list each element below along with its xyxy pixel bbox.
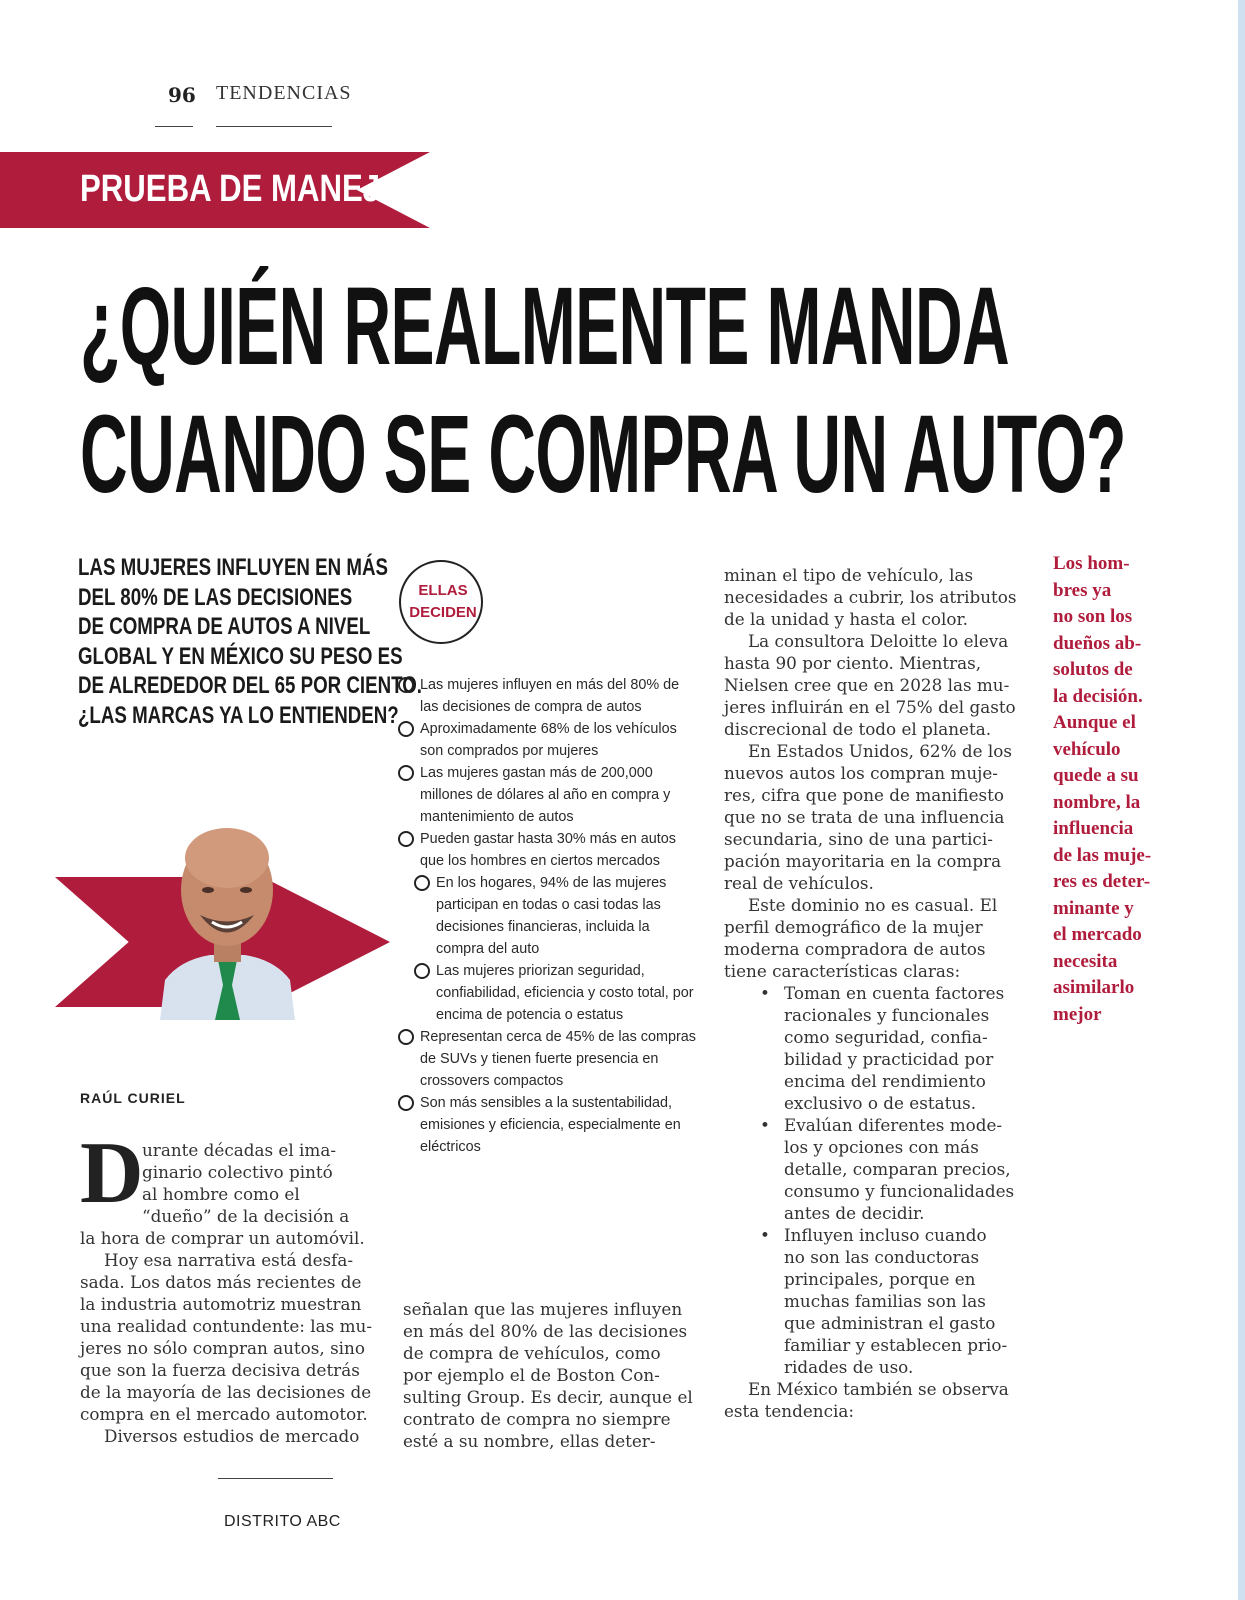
body-line: pación mayoritaria en la compra — [724, 851, 1002, 871]
body-line: Evalúan diferentes mode- — [784, 1115, 1003, 1135]
fact-text: Las mujeres priorizan seguridad, confiabilidad, eficiencia y costo total, por encima de potencia o estatus — [436, 963, 694, 1023]
body-line: esta tendencia: — [724, 1401, 855, 1421]
section-title: TENDENCIAS — [216, 82, 352, 104]
body-line: no son las conductoras — [784, 1247, 980, 1267]
body-line: compra en el mercado automotor. — [80, 1404, 368, 1424]
deck-line: DE COMPRA DE AUTOS A NIVEL — [78, 613, 371, 641]
quote-line: Aunque el — [1053, 712, 1136, 733]
fact-text: Representan cerca de 45% de las compras de SUVs y tienen fuerte presencia en crossovers compactos — [420, 1029, 696, 1089]
fact-text: Son más sensibles a la sustentabilidad, emisiones y eficiencia, especialmente en eléctricos — [420, 1095, 681, 1155]
body-line: perfil demográfico de la mujer — [724, 917, 983, 937]
body-intro-wrapped — [142, 1139, 392, 1227]
badge-line: DECIDEN — [409, 604, 477, 621]
body-line: como seguridad, confia- — [784, 1027, 988, 1047]
quote-line: asimilarlo — [1053, 977, 1135, 998]
category-label: PRUEBA DE MANEJO — [80, 168, 405, 210]
circle-bullet-icon — [398, 1095, 414, 1111]
body-line: consumo y funcionalidades — [784, 1181, 1015, 1201]
body-line: moderna compradora de autos — [724, 939, 986, 959]
body-line: contrato de compra no siempre — [403, 1409, 671, 1429]
circle-bullet-icon — [414, 963, 430, 979]
body-line: los y opciones con más — [784, 1137, 979, 1157]
bullet-dot-icon: • — [760, 1225, 770, 1245]
fact-item — [398, 674, 698, 718]
quote-line: vehículo — [1053, 738, 1121, 760]
quote-line: res es deter- — [1053, 871, 1151, 892]
body-line: necesidades a cubrir, los atributos — [724, 587, 1017, 607]
fact-item — [398, 718, 698, 762]
body-line: real de vehículos. — [724, 873, 874, 893]
deck-line: GLOBAL Y EN MÉXICO SU PESO ES — [78, 642, 403, 670]
body-line: principales, porque en — [784, 1269, 976, 1289]
quote-line: minante y — [1053, 897, 1134, 919]
body-line: secundaria, sino de una partici- — [724, 829, 993, 849]
author-portrait — [160, 820, 295, 1020]
badge-line: ELLAS — [418, 582, 468, 599]
body-line: detalle, comparan precios, — [784, 1159, 1011, 1179]
deck-line: DEL 80% DE LAS DECISIONES — [78, 583, 353, 611]
body-line: de la mayoría de las decisiones de — [80, 1382, 372, 1402]
body-line: “dueño” de la decisión a — [142, 1206, 350, 1226]
ellas-deciden-badge — [399, 560, 483, 644]
body-line: res, cifra que pone de manifiesto — [724, 785, 1004, 805]
pull-quote — [1053, 551, 1173, 1028]
body-line: sulting Group. Es decir, aunque el — [403, 1387, 693, 1407]
body-line: jeres influirán en el 75% del gasto — [724, 697, 1016, 717]
fact-text: Las mujeres gastan más de 200,000 millones de dólares al año en compra y mantenimiento de autos — [420, 765, 671, 825]
bullet-item — [724, 1224, 1034, 1378]
quote-line: quede a su — [1053, 765, 1139, 786]
circle-bullet-icon — [398, 831, 414, 847]
bullet-item — [724, 1114, 1034, 1224]
body-line: Toman en cuenta factores — [784, 983, 1005, 1003]
header-rule-right — [216, 126, 332, 127]
deck-line: DE ALREDEDOR DEL 65 POR CIENTO. — [78, 672, 422, 700]
fact-item — [398, 872, 698, 960]
body-line: nuevos autos los compran muje- — [724, 763, 998, 783]
page-number: 96 — [168, 83, 196, 107]
body-line: muchas familias son las — [784, 1291, 986, 1311]
body-line: que son la fuerza decisiva detrás — [80, 1360, 360, 1380]
body-line: Diversos estudios de mercado — [104, 1426, 360, 1446]
body-line: urante décadas el ima- — [142, 1140, 337, 1160]
quote-line: el mercado — [1053, 924, 1142, 945]
body-line: la hora de comprar un automóvil. — [80, 1228, 365, 1248]
body-line: una realidad contundente: las mu- — [80, 1316, 372, 1336]
headline-line-1: ¿QUIÉN REALMENTE MANDA — [80, 265, 1010, 388]
body-line: de compra de vehículos, como — [403, 1343, 661, 1363]
quote-line: la decisión. — [1053, 685, 1143, 707]
body-line: familiar y establecen prio- — [784, 1335, 1008, 1355]
footer-publication: DISTRITO ABC — [224, 1513, 341, 1530]
quote-line: influencia — [1053, 818, 1134, 839]
fact-text: Aproximadamente 68% de los vehículos son comprados por mujeres — [420, 721, 677, 759]
fact-item — [398, 828, 698, 872]
body-line: de la unidad y hasta el color. — [724, 609, 968, 629]
circle-bullet-icon — [398, 1029, 414, 1045]
circle-bullet-icon — [414, 875, 430, 891]
body-line: que administran el gasto — [784, 1313, 996, 1333]
body-line: jeres no sólo compran autos, sino — [80, 1338, 365, 1358]
bullet-dot-icon: • — [760, 983, 770, 1003]
body-line: la industria automotriz muestran — [80, 1294, 362, 1314]
deck-line: LAS MUJERES INFLUYEN EN MÁS — [78, 554, 388, 581]
body-line: exclusivo o de estatus. — [784, 1093, 977, 1113]
body-line: tiene características claras: — [724, 961, 961, 981]
quote-line: Los hom- — [1053, 553, 1130, 574]
header-rule-left — [155, 126, 193, 127]
fact-item — [398, 1026, 698, 1092]
body-line: Nielsen cree que en 2028 las mu- — [724, 675, 1010, 695]
quote-line: bres ya — [1053, 579, 1112, 601]
body-line: En Estados Unidos, 62% de los — [748, 741, 1012, 761]
fact-text: Pueden gastar hasta 30% más en autos que los hombres en ciertos mercados — [420, 831, 677, 869]
circle-bullet-icon — [398, 765, 414, 781]
body-line: Influyen incluso cuando — [784, 1225, 987, 1245]
circle-bullet-icon — [398, 721, 414, 737]
page-edge — [1238, 0, 1245, 1600]
body-line: racionales y funcionales — [784, 1005, 990, 1025]
body-column-middle — [403, 1298, 713, 1452]
fact-item — [398, 960, 698, 1026]
body-line: al hombre como el — [142, 1184, 300, 1204]
author-byline: RAÚL CURIEL — [80, 1090, 186, 1106]
body-line: antes de decidir. — [784, 1203, 925, 1223]
quote-line: necesita — [1053, 950, 1118, 972]
body-line: Hoy esa narrativa está desfa- — [104, 1250, 354, 1270]
fact-item — [398, 762, 698, 828]
bullet-dot-icon: • — [760, 1115, 770, 1135]
fact-text: Las mujeres influyen en más del 80% de las decisiones de compra de autos — [420, 677, 680, 715]
body-line: que no se trata de una influencia — [724, 807, 1005, 827]
quote-line: dueños ab- — [1053, 632, 1142, 654]
quote-line: mejor — [1053, 1003, 1102, 1025]
fact-text: En los hogares, 94% de las mujeres participan en todas o casi todas las decisiones financieras, incluida la compra del auto — [436, 875, 667, 957]
circle-bullet-icon — [398, 677, 414, 693]
deck — [78, 553, 422, 731]
body-line: sada. Los datos más recientes de — [80, 1272, 362, 1292]
body-column-left — [80, 1227, 400, 1447]
footer-rule — [218, 1478, 333, 1479]
body-line: discrecional de todo el planeta. — [724, 719, 992, 739]
body-line: ridades de uso. — [784, 1357, 914, 1377]
body-line: bilidad y practicidad por — [784, 1049, 994, 1069]
headline-line-2: CUANDO SE COMPRA UN AUTO? — [80, 393, 1126, 516]
facts-list — [398, 674, 698, 1158]
quote-line: nombre, la — [1053, 791, 1141, 813]
body-line: encima del rendimiento — [784, 1071, 986, 1091]
body-column-right — [724, 564, 1034, 1422]
quote-line: no son los — [1053, 606, 1133, 627]
fact-item — [398, 1092, 698, 1158]
body-line: En México también se observa — [748, 1379, 1009, 1399]
bullet-item — [724, 982, 1034, 1114]
drop-cap: D — [80, 1125, 144, 1222]
body-line: Este dominio no es casual. El — [748, 895, 998, 915]
quote-line: solutos de — [1053, 659, 1133, 680]
body-line: minan el tipo de vehículo, las — [724, 565, 974, 585]
body-line: señalan que las mujeres influyen — [403, 1299, 683, 1319]
body-line: hasta 90 por ciento. Mientras, — [724, 653, 982, 673]
body-line: ginario colectivo pintó — [142, 1162, 333, 1182]
body-line: en más del 80% de las decisiones — [403, 1321, 688, 1341]
body-line: por ejemplo el de Boston Con- — [403, 1365, 660, 1385]
quote-line: de las muje- — [1053, 844, 1152, 866]
deck-line: ¿LAS MARCAS YA LO ENTIENDEN? — [78, 701, 399, 729]
body-line: esté a su nombre, ellas deter- — [403, 1431, 656, 1451]
body-line: La consultora Deloitte lo eleva — [748, 631, 1009, 651]
